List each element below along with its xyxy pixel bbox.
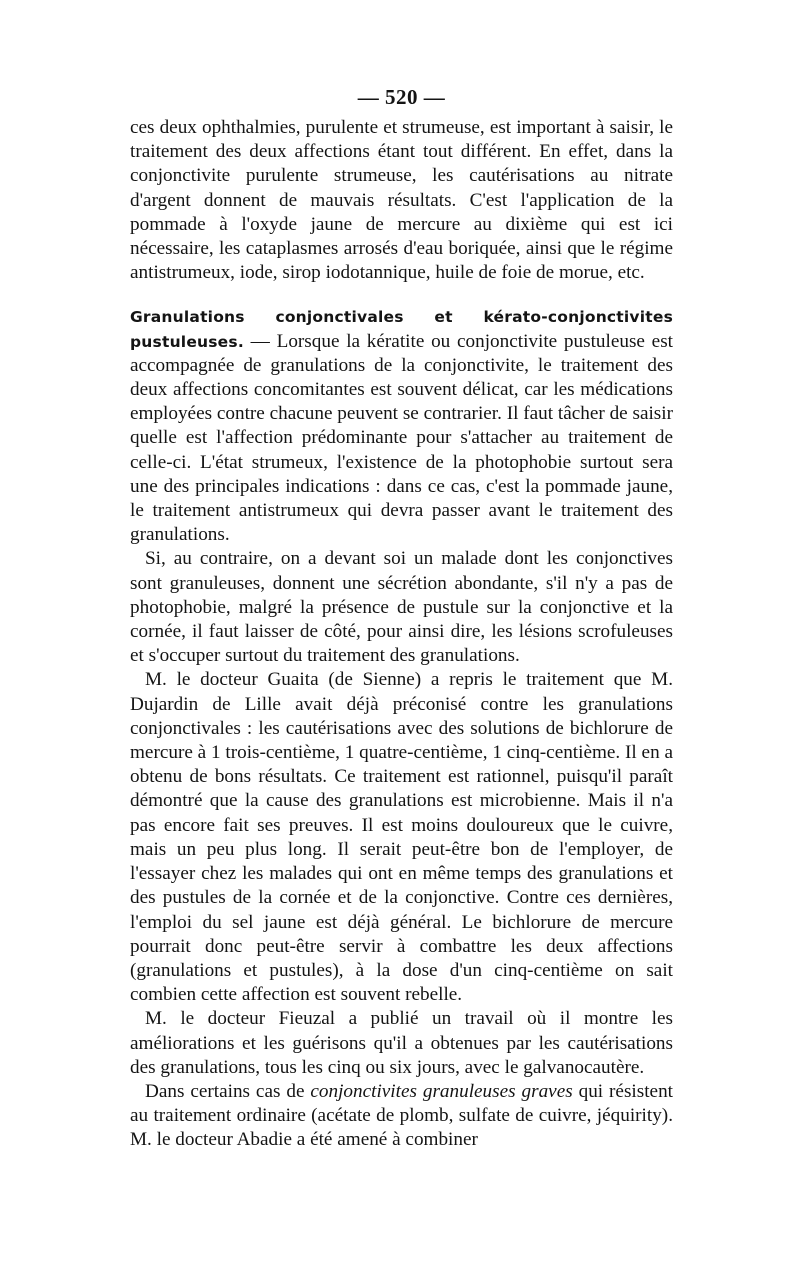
paragraph-granular-conjunctiva: Si, au contraire, on a devant soi un malade dont les conjonctives sont granuleuses, donnent une sécrétion abondante, s'il n'y a pas de photophobie, malgré la présence de pustule sur la conjonctive et la cornée, il faut laisser de côté, pour ainsi dire, les lésions scrofuleuses et s'occuper surtout du traitement des granulations. (130, 548, 673, 667)
page-number: — 520 — (357, 85, 446, 109)
paragraph-granulations-text: — Lorsque la kératite ou conjonctivite pustuleuse est accompagnée de granulations de la conjonctivite, le traitement des deux affections concomitantes est souvent délicat, car les médications employées contre chacune peuvent se contrarier. Il faut tâcher de saisir quelle est l'affection prédominante pour s'attacher au traitement de celle-ci. L'état strumeux, l'existence de la photophobie surtout sera une des principales indications : dans ce cas, c'est la pommade jaune, le traitement antistrumeux qui devra passer avant le traitement des granulations. (130, 330, 673, 546)
paragraph-fieuzal: M. le docteur Fieuzal a publié un travail où il montre les améliorations et les guérisons qu'il a obtenues par les cautérisations des granulations, tous les cinq ou six jours, avec le galvanocautère. (130, 1008, 673, 1078)
paragraph-abadie (130, 1080, 673, 1153)
book-page (130, 84, 673, 1153)
paragraph-abadie-italic: conjonctivites granuleuses graves (310, 1080, 573, 1102)
section-heading-granulations: Granulations conjonctivales et kérato-conjonctivites pustuleuses. (130, 308, 673, 351)
paragraph-abadie-end: qui résistent au traitement ordinaire (acétate de plomb, sulfate de cuivre, jéquirity). M. le docteur Abadie a été amené à combiner (130, 1080, 673, 1151)
paragraph-guaita: M. le docteur Guaita (de Sienne) a repris le traitement que M. Dujardin de Lille avait déjà préconisé contre les granulations conjonctivales : les cautérisations avec des solutions de bichlorure de mercure à 1 trois-centième, 1 quatre-centième, 1 cinq-centième. Il en a obtenu de bons résultats. Ce traitement est rationnel, puisqu'il paraît démontré que la cause des granulations est microbienne. Mais il n'a pas encore fait ses preuves. Il est moins douloureux que le cuivre, mais un peu plus long. Il serait peut-être bon de l'employer, de l'essayer chez les malades qui ont en même temps des granulations et des pustules de la cornée et de la conjonctive. Contre ces dernières, l'emploi du sel jaune est déjà général. Le bichlorure de mercure pourrait donc peut-être servir à combattre les deux affections (granulations et pustules), à la dose d'un cinq-centième on sait combien cette affection est souvent rebelle. (130, 669, 673, 1006)
paragraph-abadie-start: Dans certains cas de (145, 1080, 311, 1102)
paragraph-strumous-ophthalmia: ces deux ophthalmies, purulente et strumeuse, est important à saisir, le traitement des deux affections étant tout différent. En effet, dans la conjonctivite purulente strumeuse, les cautérisations au nitrate d'argent donnent de mauvais résultats. C'est l'application de la pommade à l'oxyde jaune de mercure au dixième qui est ici nécessaire, les cataplasmes arrosés d'eau boriquée, ainsi que le régime antistrumeux, iode, sirop iodotannique, huile de foie de morue, etc. (130, 117, 673, 284)
paragraph-granulations (130, 305, 673, 547)
